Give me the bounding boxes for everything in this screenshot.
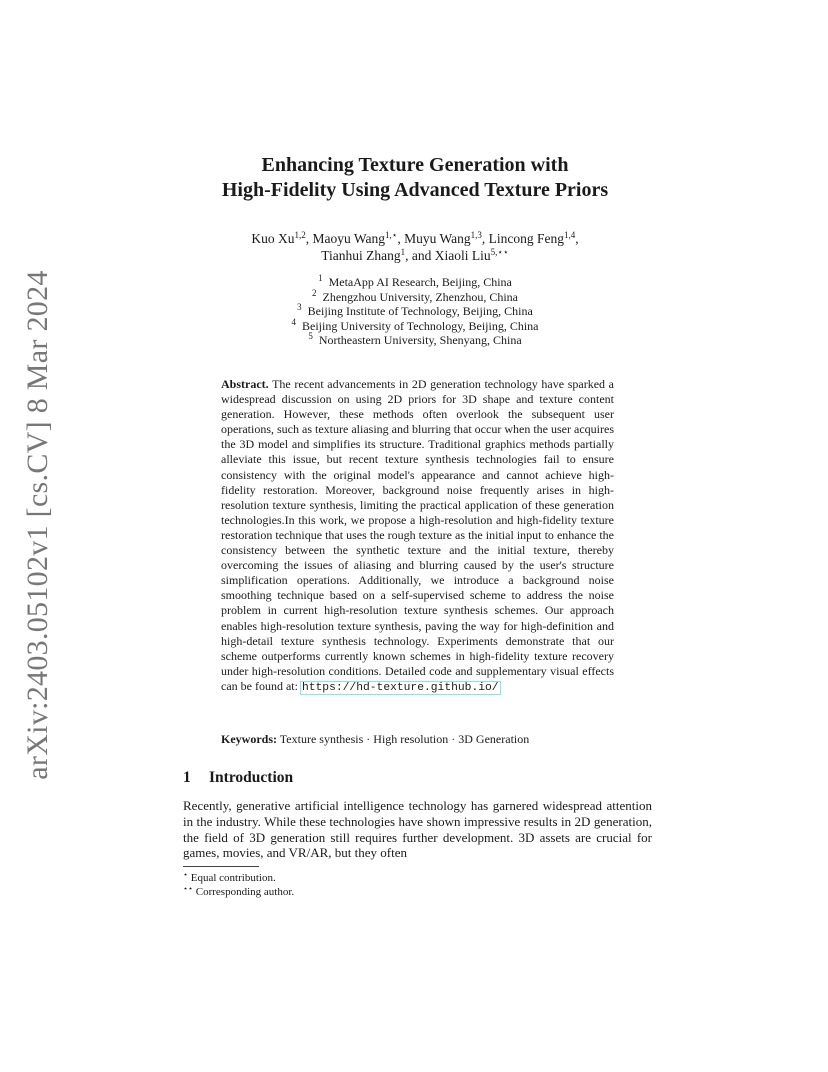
abstract-text: The recent advancements in 2D generation technology have sparked a widespread discussion on using 2D priors for 3D shape and texture content generation. However, these methods often overlook the subsequent user operations, such as texture aliasing and blurring that occur when the user acquires the 3D model and simplifies its structure. Traditional graphics methods partially alleviate this issue, but recent texture synthesis technologies fail to ensure consistency with the original model's appearance and cannot achieve high-fidelity restoration. Moreover, background noise frequently arises in high-resolution texture synthesis, limiting the practical application of these generation technologies.In this work, we propose a high-resolution and high-fidelity texture restoration technique that uses the rough texture as the initial input to enhance the consistency between the synthetic texture and the initial texture, thereby overcoming the issues of aliasing and blurring caused by the user's structure simplification operations. Additionally, we introduce a background noise smoothing technique based on a self-supervised scheme to address the noise problem in current high-resolution texture synthesis schemes. Our approach enables high-resolution texture synthesis, paving the way for high-definition and high-detail texture synthesis technology. Experiments demonstrate that our scheme outperforms currently known schemes in high-fidelity texture recovery under high-resolution conditions. Detailed code and supplementary visual effects can be found at:: [221, 377, 614, 693]
author-line-1: Kuo Xu$^{1,2}$, Maoyu Wang$^{1,⋆}$, Muyu Wang$^{1,3}$, Lincong Feng$^{1,4}$,: [251, 230, 579, 246]
keywords: [221, 732, 614, 747]
footnotes: [183, 871, 294, 899]
affiliation-number: 3: [297, 302, 302, 312]
section-heading: [183, 768, 293, 788]
abstract-label: Abstract.: [221, 377, 269, 391]
arxiv-identifier: arXiv:2403.05102v1 [cs.CV] 8 Mar 2024: [21, 270, 54, 780]
author-affil-mark: 1,4: [564, 230, 576, 240]
affiliation-number: 1: [318, 273, 323, 283]
affiliation: [200, 333, 630, 348]
footnote: [183, 885, 294, 899]
footnote-mark: ⋆: [183, 870, 189, 879]
footnote-text: Corresponding author.: [195, 886, 295, 898]
author-name: Kuo Xu: [251, 231, 295, 246]
affiliation: [200, 287, 630, 305]
footnote-text: Equal contribution.: [190, 872, 276, 884]
affiliation: [200, 304, 630, 319]
intro-paragraph: Recently, generative artificial intelligence technology has garnered widespread attention in the industry. While these technologies have shown impressive results in 2D generation, the field of 3D generation still requires further development. 3D assets are crucial for games, movies, and VR/AR, but they often: [183, 798, 652, 861]
author-name: Xiaoli Liu: [434, 248, 491, 263]
abstract: [221, 377, 614, 696]
affiliation: [200, 316, 630, 334]
author-name: Maoyu Wang: [312, 231, 385, 246]
footnote: [183, 871, 294, 885]
affiliation-text: Northeastern University, Shenyang, China: [318, 333, 522, 347]
author-affil-mark: 1: [400, 247, 406, 257]
footnote-divider: [183, 866, 259, 867]
author-name: Lincong Feng: [488, 231, 565, 246]
footnote-mark: ⋆⋆: [183, 884, 194, 893]
project-link[interactable]: https://hd-texture.github.io/: [301, 681, 499, 694]
affiliations: [200, 275, 630, 348]
section-title: Introduction: [209, 769, 294, 786]
keywords-label: Keywords:: [221, 732, 277, 746]
author-conjunction: and: [411, 248, 432, 263]
affiliation-number: 4: [291, 316, 297, 327]
author-line-2: Tianhui Zhang$^1$, and Xiaoli Liu$^{5,⋆⋆}$: [321, 247, 509, 263]
arxiv-sidebar: [8, 270, 68, 780]
paper-title-line-2: High-Fidelity Using Advanced Texture Priors: [221, 179, 609, 201]
affiliation-number: 2: [311, 287, 317, 298]
affiliation-text: Beijing University of Technology, Beijing, China: [302, 318, 539, 333]
author-affil-mark: 1,2: [294, 230, 306, 240]
affiliation: [200, 275, 630, 290]
paper-title-line-1: Enhancing Texture Generation with: [261, 154, 569, 176]
author-name: Muyu Wang: [404, 231, 471, 246]
section-number: 1: [183, 769, 191, 786]
author-name: Tianhui Zhang: [321, 248, 401, 263]
author-affil-mark: 1,⋆: [384, 230, 398, 240]
affiliation-number: 5: [308, 331, 313, 341]
affiliation-text: MetaApp AI Research, Beijing, China: [328, 275, 512, 289]
affiliation-text: Zhengzhou University, Zhenzhou, China: [322, 289, 518, 304]
author-affil-mark: 1,3: [470, 230, 482, 240]
affiliation-text: Beijing Institute of Technology, Beijing, China: [307, 304, 533, 318]
keywords-text: Texture synthesis · High resolution · 3D Generation: [279, 732, 530, 746]
author-affil-mark: 5,⋆⋆: [490, 247, 509, 257]
